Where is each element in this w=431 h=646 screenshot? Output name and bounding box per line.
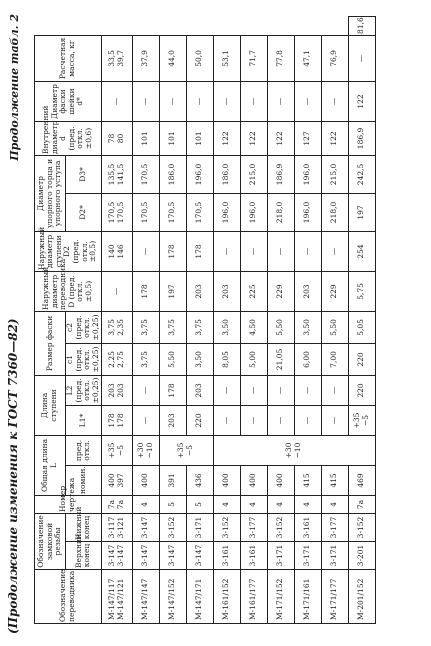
- cell-total-nom: 415: [294, 465, 321, 495]
- cell-upper: 3-171: [321, 542, 348, 570]
- cell-inner-d: 101: [132, 121, 159, 155]
- cell-drawing: 4: [213, 495, 240, 513]
- cell-total-tol: −5: [360, 414, 370, 426]
- cell-bearing-d2: 242,5: [348, 155, 375, 193]
- table-row: [213, 17, 240, 624]
- cell-chamfer-d: —: [294, 81, 321, 121]
- cell-c1: 3,50: [186, 343, 213, 375]
- cell-upper: 3-147: [132, 542, 159, 570]
- cell-chamfer-d: —: [213, 81, 240, 121]
- table-row: [240, 17, 267, 624]
- cell-lower: 3-152: [267, 513, 294, 541]
- cell-total-nom: 415: [321, 465, 348, 495]
- cell-upper: 3-201: [348, 542, 375, 570]
- cell-l2: 203: [186, 375, 213, 405]
- cell-lower: 3-171: [186, 513, 213, 541]
- cell-c2: 5,50: [267, 311, 294, 343]
- cell-c1: 8,05: [213, 343, 240, 375]
- cell-mass: 37,9: [132, 35, 159, 81]
- col-drawing: Номер чертежа: [35, 495, 102, 513]
- cell-inner-d: 127: [294, 121, 321, 155]
- cell-inner-d: 80: [115, 133, 125, 144]
- page-header: [4, 0, 28, 646]
- cell-outer-d2: —: [267, 231, 294, 271]
- cell-total-tol: −5: [115, 444, 125, 457]
- cell-drawing: 7а: [348, 495, 375, 513]
- table-row: [321, 17, 348, 624]
- cell-outer-d2: 140: [106, 244, 116, 259]
- cell-designation: М-161/177: [240, 570, 267, 624]
- cell-upper: 3-171: [267, 542, 294, 570]
- cell-l2: —: [213, 375, 240, 405]
- cell-inner-d: 78: [106, 133, 116, 144]
- cell-mass: 47,1: [294, 35, 321, 81]
- cell-l2: —: [267, 375, 294, 405]
- cell-lower: 3-177: [240, 513, 267, 541]
- cell-outer-d: 229: [321, 271, 348, 311]
- cell-c1: 2,25: [106, 351, 116, 368]
- cell-designation: М-147/147: [132, 570, 159, 624]
- cell-chamfer-d: —: [348, 35, 375, 81]
- cell-c2: 3,75: [132, 311, 159, 343]
- col-c2: c2 (пред. откл. ±0,25): [66, 311, 102, 343]
- cell-mass: 76,9: [321, 35, 348, 81]
- cell-chamfer-d: —: [111, 97, 121, 106]
- cell-bearing-d3: 186,9: [267, 155, 294, 193]
- cell-chamfer-d: —: [159, 81, 186, 121]
- cell-mass: 39,7: [115, 50, 125, 67]
- cell-total-nom: 397: [115, 473, 125, 488]
- cell-bearing-d3: 196,0: [186, 155, 213, 193]
- cell-c1: 21,05: [267, 343, 294, 375]
- cell-outer-d: 203: [213, 271, 240, 311]
- col-thread-lower: Нижний конец: [66, 513, 102, 541]
- cell-c2: 3,50: [294, 311, 321, 343]
- cell-l1: —: [132, 405, 159, 435]
- cell-total-nom: 469: [348, 465, 375, 495]
- cell-mass: 53,1: [213, 35, 240, 81]
- cell-c2: 2,35: [115, 319, 125, 336]
- cell-total-nom: 400: [106, 473, 116, 488]
- cell-l2: —: [321, 375, 348, 405]
- table-row: [348, 17, 375, 624]
- cell-bearing-d3: 141,5: [115, 163, 125, 186]
- cell-mass: 33,5: [106, 50, 116, 67]
- col-thread-upper: Верхний конец: [66, 542, 102, 570]
- cell-bearing-d2: 196,0: [294, 193, 321, 231]
- col-total-length: Общая длина L: [35, 435, 66, 495]
- cell-upper: 3-171: [294, 542, 321, 570]
- cell-upper: 3-147: [186, 542, 213, 570]
- cell-inner-d: 101: [186, 121, 213, 155]
- cell-c2: 5,50: [321, 311, 348, 343]
- cell-upper: 3-147: [115, 544, 125, 567]
- cell-inner-d: 122: [213, 121, 240, 155]
- col-bearing-d3: D3*: [66, 155, 102, 193]
- cell-l1: —: [213, 405, 240, 435]
- cell-outer-d: 254: [348, 231, 375, 271]
- col-thread-group: Обозначение замковой резьбы: [35, 513, 66, 569]
- col-c1: c1 (пред. откл. ±0,25): [66, 343, 102, 375]
- cell-outer-d2: —: [240, 231, 267, 271]
- table-subtitle: Продолжение табл. 2: [8, 14, 21, 161]
- page-title: (Продолжение изменения к ГОСТ 7360—82): [6, 318, 20, 634]
- cell-upper: 3-161: [213, 542, 240, 570]
- col-total-nom: номин.: [66, 465, 102, 495]
- cell-l1: 220: [348, 375, 375, 405]
- cell-bearing-d3: 215,0: [240, 155, 267, 193]
- cell-bearing-d2: 170,5: [106, 201, 116, 224]
- cell-inner-d: 101: [159, 121, 186, 155]
- cell-bearing-d3: 186,9: [348, 121, 375, 155]
- cell-bearing-d2: 196,0: [240, 193, 267, 231]
- cell-outer-d: 229: [267, 271, 294, 311]
- cell-designation: М-147/121: [115, 578, 125, 620]
- cell-l2: 178: [159, 375, 186, 405]
- col-mass: Расчетная масса, кг: [35, 35, 102, 81]
- cell-c2: 3,75: [186, 311, 213, 343]
- cell-outer-d2: 178: [159, 231, 186, 271]
- cell-total-tol: −10: [293, 442, 302, 459]
- data-table: [34, 16, 376, 624]
- cell-bearing-d3: 186,0: [213, 155, 240, 193]
- cell-c1: 3,75: [132, 343, 159, 375]
- cell-lower: 3-117: [106, 516, 116, 539]
- cell-upper: 3-161: [240, 542, 267, 570]
- cell-designation: М-147/152: [159, 570, 186, 624]
- cell-c1: 5,05: [348, 311, 375, 343]
- cell-bearing-d3: 186,0: [159, 155, 186, 193]
- cell-outer-d: 178: [132, 271, 159, 311]
- cell-drawing: 4: [267, 495, 294, 513]
- cell-outer-d2: —: [321, 231, 348, 271]
- cell-inner-d: 122: [348, 81, 375, 121]
- col-inner-d: Внутренний диаметр d (пред. откл. ±0,6): [35, 121, 102, 155]
- col-step-length: Длина ступени: [35, 375, 66, 435]
- col-outer-d: Наружный диаметр переводника D (пред. откл. ±0,5): [35, 271, 102, 311]
- cell-lower: 3-121: [115, 516, 125, 539]
- col-l2: L2 (пред. откл. ±0,25): [66, 375, 102, 405]
- cell-lower: 3-161: [294, 513, 321, 541]
- cell-upper: 3-147: [159, 542, 186, 570]
- cell-chamfer-d: —: [132, 81, 159, 121]
- cell-total-tol: −5: [185, 444, 194, 457]
- col-total-tol: пред. откл.: [66, 435, 102, 465]
- cell-total-tol: +35: [106, 442, 116, 459]
- col-chamfer: Размер фаски: [35, 311, 66, 375]
- cell-l1: —: [294, 405, 321, 435]
- cell-l2: 220: [348, 343, 375, 375]
- cell-inner-d: 122: [240, 121, 267, 155]
- cell-lower: 3-147: [132, 513, 159, 541]
- cell-drawing: 7а: [106, 499, 116, 510]
- cell-drawing: 5: [186, 495, 213, 513]
- cell-total-nom: 391: [159, 465, 186, 495]
- cell-outer-d: 197: [159, 271, 186, 311]
- cell-chamfer-d: —: [240, 81, 267, 121]
- cell-upper: 3-147: [106, 544, 116, 567]
- cell-c1: 6,00: [294, 343, 321, 375]
- cell-drawing: 4: [240, 495, 267, 513]
- col-bearing-group: Диаметр упорного торца и упорного уступа: [35, 155, 66, 231]
- cell-c1: 5,00: [240, 343, 267, 375]
- cell-l1: —: [267, 405, 294, 435]
- cell-total-tol: −10: [144, 442, 154, 459]
- cell-designation: М-171/177: [321, 570, 348, 624]
- col-l1: L1*: [66, 405, 102, 435]
- cell-c1: 5,50: [159, 343, 186, 375]
- cell-mass: 81,6: [348, 17, 375, 36]
- table-row: [186, 17, 213, 624]
- cell-drawing: 7а: [115, 499, 125, 510]
- cell-l2: —: [132, 375, 159, 405]
- cell-bearing-d2: 218,0: [267, 193, 294, 231]
- cell-l1: 178: [115, 413, 125, 428]
- cell-designation: М-147/117: [106, 578, 116, 620]
- cell-bearing-d3: 135,5: [106, 163, 116, 186]
- cell-total-tol: +30: [284, 442, 294, 459]
- cell-l1: 178: [106, 413, 116, 428]
- cell-designation: М-201/152: [348, 570, 375, 624]
- cell-c2: 3,75: [159, 311, 186, 343]
- cell-outer-d: 203: [186, 271, 213, 311]
- cell-mass: 44,0: [159, 35, 186, 81]
- cell-outer-d2: —: [294, 231, 321, 271]
- cell-c2: 3,50: [213, 311, 240, 343]
- cell-designation: М-147/171: [186, 570, 213, 624]
- cell-bearing-d2: 170,5: [115, 201, 125, 224]
- cell-total-nom: 400: [240, 465, 267, 495]
- cell-chamfer-d: —: [321, 81, 348, 121]
- cell-designation: М-171/161: [294, 570, 321, 624]
- col-chamfer-d: Диаметр фаски шейки d*: [35, 81, 102, 121]
- cell-l2: —: [240, 375, 267, 405]
- cell-mass: 50,0: [186, 35, 213, 81]
- cell-outer-d2: 197: [348, 193, 375, 231]
- cell-designation: М-161/152: [213, 570, 240, 624]
- cell-total-nom: 400: [267, 465, 294, 495]
- cell-lower: 3-177: [321, 513, 348, 541]
- cell-outer-d2: —: [132, 231, 159, 271]
- cell-outer-d2: —: [213, 231, 240, 271]
- cell-total-tol: +35: [176, 442, 186, 459]
- cell-l1: 220: [186, 405, 213, 435]
- cell-mass: 71,7: [240, 35, 267, 81]
- cell-l2: 203: [115, 383, 125, 398]
- table-row: [101, 17, 132, 624]
- cell-l1: 203: [159, 405, 186, 435]
- cell-lower: 3-152: [348, 513, 375, 541]
- cell-total-tol: +30: [135, 442, 145, 459]
- cell-drawing: 4: [132, 495, 159, 513]
- cell-drawing: 5: [159, 495, 186, 513]
- cell-total-nom: 436: [186, 465, 213, 495]
- table-row: [159, 17, 186, 624]
- cell-lower: 3-152: [159, 513, 186, 541]
- cell-outer-d: —: [111, 287, 121, 296]
- cell-lower: 3-152: [213, 513, 240, 541]
- cell-c2: 4,50: [240, 311, 267, 343]
- cell-outer-d: 225: [240, 271, 267, 311]
- cell-inner-d: 122: [267, 121, 294, 155]
- cell-c2: 5,75: [348, 271, 375, 311]
- cell-l1: —: [240, 405, 267, 435]
- cell-l2: 203: [106, 383, 116, 398]
- cell-designation: М-171/152: [267, 570, 294, 624]
- cell-bearing-d3: 196,0: [294, 155, 321, 193]
- cell-total-tol: +35: [351, 412, 361, 429]
- table-row: [267, 17, 294, 624]
- col-designation: Обозначение переводника: [35, 570, 102, 624]
- cell-bearing-d3: 170,5: [132, 155, 159, 193]
- cell-l1: —: [321, 405, 348, 435]
- cell-c1: 2,75: [115, 351, 125, 368]
- col-bearing-d2: D2*: [66, 193, 102, 231]
- cell-bearing-d2: 170,5: [159, 193, 186, 231]
- cell-outer-d2: 178: [186, 231, 213, 271]
- cell-c1: 7,00: [321, 343, 348, 375]
- cell-l2: —: [294, 375, 321, 405]
- cell-total-nom: 400: [213, 465, 240, 495]
- cell-outer-d: 203: [294, 271, 321, 311]
- cell-bearing-d2: 218,0: [321, 193, 348, 231]
- cell-bearing-d2: 170,5: [186, 193, 213, 231]
- cell-mass: 77,8: [267, 35, 294, 81]
- cell-drawing: 4: [294, 495, 321, 513]
- cell-inner-d: 122: [321, 121, 348, 155]
- cell-c2: 3,75: [106, 319, 116, 336]
- cell-bearing-d3: 215,0: [321, 155, 348, 193]
- cell-chamfer-d: —: [186, 81, 213, 121]
- col-outer-d2: Наружный диаметр ступени D2 (пред. откл. ±0,5): [35, 231, 102, 271]
- table-row: [294, 17, 321, 624]
- cell-chamfer-d: —: [267, 81, 294, 121]
- cell-total-nom: 400: [132, 465, 159, 495]
- cell-bearing-d2: 196,0: [213, 193, 240, 231]
- cell-drawing: 4: [321, 495, 348, 513]
- table-row: [132, 17, 159, 624]
- cell-outer-d2: 146: [115, 244, 125, 259]
- cell-bearing-d2: 170,5: [132, 193, 159, 231]
